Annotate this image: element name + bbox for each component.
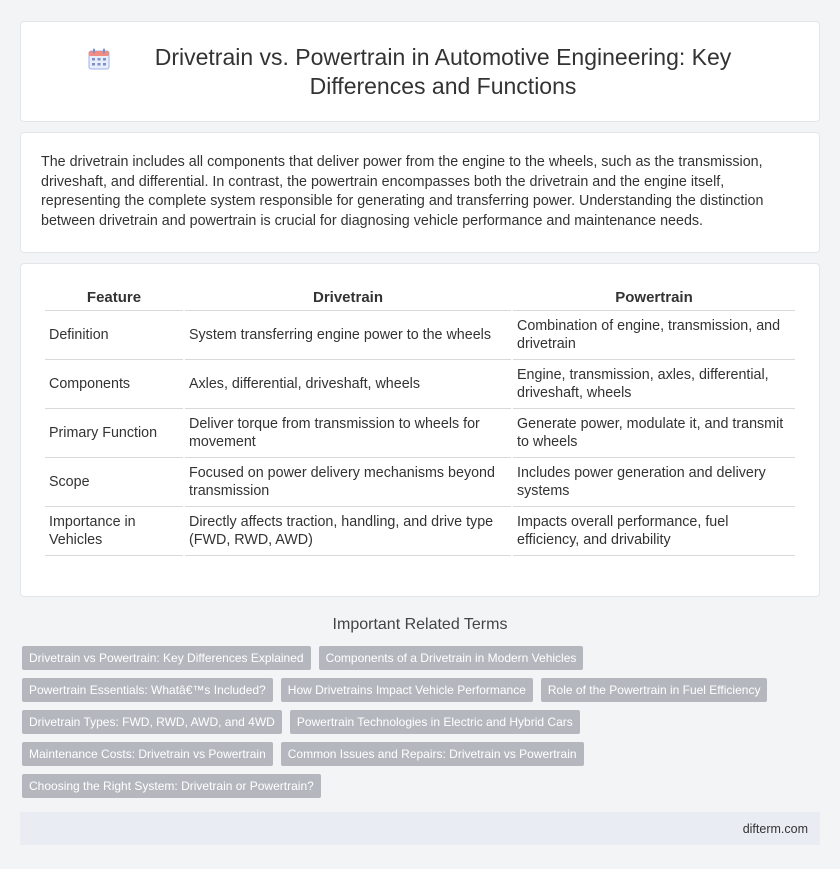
table-cell-drivetrain: Directly affects traction, handling, and drive type (FWD, RWD, AWD) bbox=[185, 507, 511, 556]
table-cell-feature: Definition bbox=[45, 311, 183, 360]
comparison-card bbox=[20, 263, 820, 597]
table-cell-drivetrain: Focused on power delivery mechanisms beyond transmission bbox=[185, 458, 511, 507]
header-card bbox=[20, 21, 820, 122]
related-term-link[interactable]: Maintenance Costs: Drivetrain vs Powertrain bbox=[22, 742, 273, 766]
table-row bbox=[45, 458, 795, 507]
comparison-table bbox=[43, 285, 797, 556]
related-term-link[interactable]: Powertrain Technologies in Electric and Hybrid Cars bbox=[290, 710, 580, 734]
related-terms-list bbox=[20, 646, 820, 798]
table-cell-feature: Primary Function bbox=[45, 409, 183, 458]
calendar-icon bbox=[87, 47, 111, 71]
table-cell-powertrain: Includes power generation and delivery systems bbox=[513, 458, 795, 507]
related-term-link[interactable]: Drivetrain Types: FWD, RWD, AWD, and 4WD bbox=[22, 710, 282, 734]
table-cell-feature: Scope bbox=[45, 458, 183, 507]
intro-text: The drivetrain includes all components that deliver power from the engine to the wheels, such as the transmission, driveshaft, and differential. In contrast, the powertrain encompasses both the drivetrain and the engine itself, representing the complete system responsible for generating and transferring power. Understanding the distinction between drivetrain and powertrain is crucial for diagnosing vehicle performance and maintenance needs. bbox=[41, 154, 764, 229]
table-cell-feature: Importance in Vehicles bbox=[45, 507, 183, 556]
column-header-powertrain: Powertrain bbox=[513, 285, 795, 311]
title-wrap bbox=[70, 43, 770, 101]
column-header-drivetrain: Drivetrain bbox=[185, 285, 511, 311]
related-term-link[interactable]: Components of a Drivetrain in Modern Vehicles bbox=[319, 646, 584, 670]
related-term-link[interactable]: Powertrain Essentials: Whatâ€™s Included? bbox=[22, 678, 273, 702]
table-header-row bbox=[45, 285, 795, 311]
table-cell-powertrain: Impacts overall performance, fuel efficiency, and drivability bbox=[513, 507, 795, 556]
table-row bbox=[45, 409, 795, 458]
related-term-link[interactable]: How Drivetrains Impact Vehicle Performance bbox=[281, 678, 533, 702]
table-cell-powertrain: Engine, transmission, axles, differential, driveshaft, wheels bbox=[513, 360, 795, 409]
table-cell-powertrain: Generate power, modulate it, and transmit to wheels bbox=[513, 409, 795, 458]
related-term-link[interactable]: Choosing the Right System: Drivetrain or Powertrain? bbox=[22, 774, 321, 798]
footer-site-name: difterm.com bbox=[742, 821, 808, 836]
related-term-link[interactable]: Drivetrain vs Powertrain: Key Differences Explained bbox=[22, 646, 311, 670]
column-header-feature: Feature bbox=[45, 285, 183, 311]
table-row bbox=[45, 360, 795, 409]
table-cell-drivetrain: System transferring engine power to the wheels bbox=[185, 311, 511, 360]
related-terms-title: Important Related Terms bbox=[332, 616, 508, 633]
table-row bbox=[45, 311, 795, 360]
intro-card bbox=[20, 132, 820, 253]
table-cell-drivetrain: Deliver torque from transmission to wheels for movement bbox=[185, 409, 511, 458]
related-term-link[interactable]: Role of the Powertrain in Fuel Efficiency bbox=[541, 678, 768, 702]
related-term-link[interactable]: Common Issues and Repairs: Drivetrain vs Powertrain bbox=[281, 742, 584, 766]
table-cell-feature: Components bbox=[45, 360, 183, 409]
page-title: Drivetrain vs. Powertrain in Automotive Engineering: Key Differences and Functions bbox=[154, 43, 732, 99]
related-terms-section bbox=[20, 616, 820, 798]
table-cell-powertrain: Combination of engine, transmission, and drivetrain bbox=[513, 311, 795, 360]
footer bbox=[20, 812, 820, 845]
table-row bbox=[45, 507, 795, 556]
table-cell-drivetrain: Axles, differential, driveshaft, wheels bbox=[185, 360, 511, 409]
